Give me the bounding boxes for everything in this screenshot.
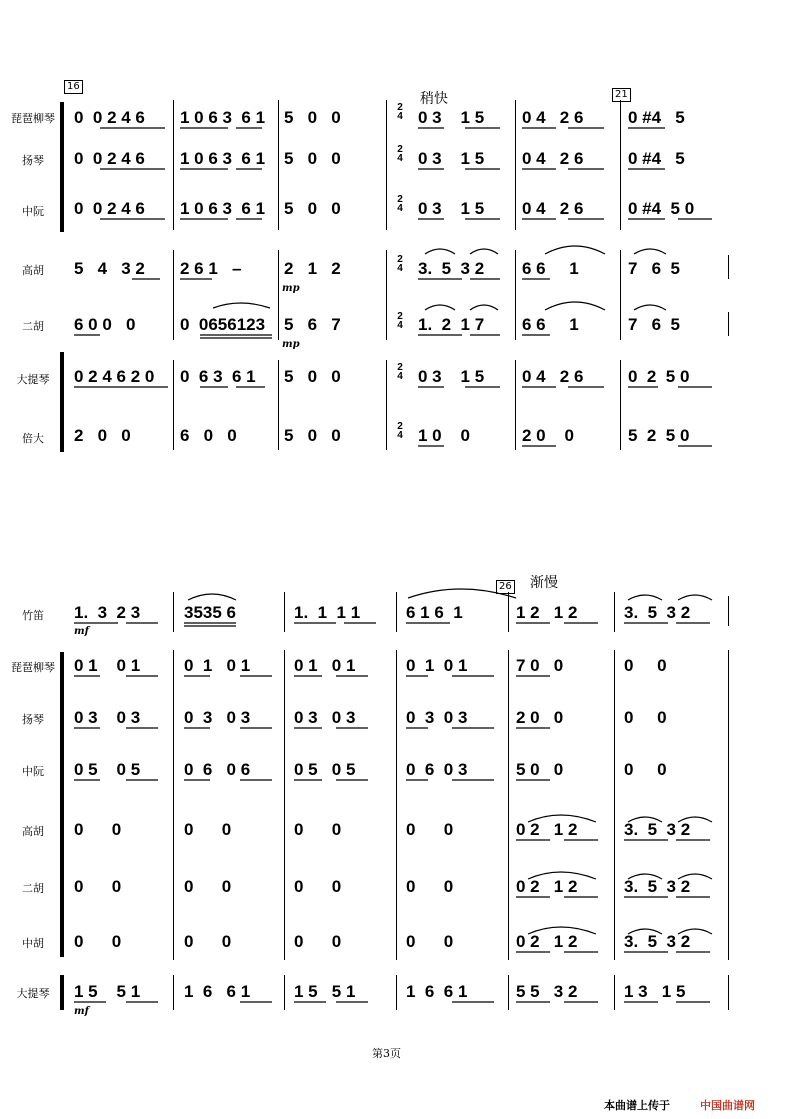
measure: 0 2 1 2 [516,932,578,951]
measure: 0 6 3 6 1 [180,367,256,386]
instrument-label: 扬琴 [22,154,44,167]
measure: 0 3 0 3 [74,708,141,727]
measure: 0 3 1 5 [418,199,485,218]
measure: 1 0 6 3 6 1 [180,108,266,127]
measure: 0 3 1 5 [418,108,485,127]
measure: 5 0 0 [284,199,341,218]
measure: 0 3 1 5 [418,367,485,386]
dynamic-mp: mp [282,283,300,294]
measure: 0 #4 5 [628,149,685,168]
measure: 2 6 1 – [180,259,242,278]
measure: 0 0 [184,877,232,896]
measure: 0 1 0 1 [74,656,141,675]
bar-number-26: 26 [496,580,515,594]
time-signature: 2 4 [397,102,403,122]
measure: 3535 6 [184,603,236,622]
measure: 1 0 6 3 6 1 [180,199,266,218]
measure: 0 2 1 2 [516,877,578,896]
measure: 6 0 0 [180,426,237,445]
time-signature: 2 4 [397,311,403,331]
measure: 6 0 0 0 [74,315,136,334]
instrument-label: 中胡 [22,937,44,950]
measure: 7 0 0 [516,656,564,675]
measure: 0 #4 5 0 [628,199,695,218]
measure: 3. 5 3 2 [418,259,485,278]
instrument-label: 大提琴 [16,987,50,1000]
measure: 0 0 [624,708,667,727]
measure: 0 0 [74,877,122,896]
measure: 6 6 1 [522,315,579,334]
time-signature: 2 4 [397,421,403,441]
measure: 3. 5 3 2 [624,877,691,896]
bar-number-16: 16 [64,80,83,94]
measure: 0 1 0 1 [406,656,468,675]
measure: 5 0 0 [284,367,341,386]
measure: 1 0 6 3 6 1 [180,149,266,168]
measure: 6 6 1 [522,259,579,278]
measure: 0 3 0 3 [294,708,356,727]
measure: 5 0 0 [516,760,564,779]
instrument-label: 二胡 [22,882,44,895]
measure: 1. 1 1 1 [294,603,361,622]
instrument-label: 倍大 [22,432,44,445]
time-signature: 2 4 [397,362,403,382]
measure: 2 0 0 [516,708,564,727]
measure: 5 5 3 2 [516,982,578,1001]
measure: 1. 3 2 3 [74,603,141,622]
measure: 0 0 2 4 6 [74,149,145,168]
measure: 1. 2 1 7 [418,315,485,334]
measure: 5 0 0 [284,149,341,168]
measure: 0 0 [406,820,454,839]
time-signature: 2 4 [397,194,403,214]
measure: 0 0 [624,760,667,779]
dynamic-mp: mp [282,339,300,350]
measure: 0 2 1 2 [516,820,578,839]
measure: 0 0 [184,820,232,839]
measure: 7 6 5 [628,315,680,334]
dynamic-mf: mf [74,1006,89,1017]
measure: 0 2 4 6 2 0 [74,367,155,386]
measure: 0 3 0 3 [184,708,251,727]
instrument-label: 琵琶柳琴 [11,112,55,125]
page-number: 第3页 [372,1047,401,1060]
measure: 0 0 [74,932,122,951]
measure: 0 3 1 5 [418,149,485,168]
measure: 3. 5 3 2 [624,603,691,622]
measure: 0 0 [406,877,454,896]
measure: 0 #4 5 [628,108,685,127]
measure: 7 6 5 [628,259,680,278]
measure: 2 0 0 [522,426,574,445]
instrument-label: 竹笛 [22,609,44,622]
measure: 2 1 2 [284,259,341,278]
instrument-label: 中阮 [22,765,44,778]
measure: 0 2 5 0 [628,367,690,386]
measure: 3. 5 3 2 [624,932,691,951]
measure: 3. 5 3 2 [624,820,691,839]
measure: 0 6 0 6 [184,760,251,779]
measure: 0 3 0 3 [406,708,468,727]
measure: 1 5 5 1 [74,982,141,1001]
instrument-label: 中阮 [22,205,44,218]
measure: 6 1 6 1 [406,603,463,622]
instrument-label: 扬琴 [22,713,44,726]
instrument-label: 大提琴 [16,373,50,386]
site-logo: 中国曲谱网 [700,1099,755,1112]
upload-credit: 本曲谱上传于 [604,1099,670,1112]
measure: 0 0 [74,820,122,839]
measure: 0 0656123 [180,315,266,334]
measure: 0 4 2 6 [522,199,584,218]
measure: 1 2 1 2 [516,603,578,622]
measure: 1 3 1 5 [624,982,686,1001]
measure: 5 6 7 [284,315,341,334]
measure: 0 0 [406,932,454,951]
measure: 5 2 5 0 [628,426,690,445]
notation-marks-2 [0,570,790,1030]
notation-marks-1 [0,0,790,470]
measure: 1 6 6 1 [184,982,251,1001]
measure: 1 0 0 [418,426,470,445]
measure: 5 0 0 [284,108,341,127]
measure: 2 0 0 [74,426,131,445]
measure: 0 0 2 4 6 [74,108,145,127]
instrument-label: 二胡 [22,320,44,333]
instrument-label: 高胡 [22,825,44,838]
measure: 0 4 2 6 [522,149,584,168]
measure: 0 0 2 4 6 [74,199,145,218]
measure: 1 5 5 1 [294,982,356,1001]
measure: 0 1 0 1 [294,656,356,675]
measure: 0 5 0 5 [74,760,141,779]
tempo-marking: 渐慢 [530,575,558,591]
dynamic-mf: mf [74,626,89,637]
measure: 0 1 0 1 [184,656,251,675]
measure: 1 6 6 1 [406,982,468,1001]
measure: 0 0 [624,656,667,675]
measure: 0 0 [294,877,342,896]
measure: 5 0 0 [284,426,341,445]
measure: 0 4 2 6 [522,367,584,386]
measure: 0 6 0 3 [406,760,468,779]
time-signature: 2 4 [397,254,403,274]
measure: 0 0 [294,932,342,951]
time-signature: 2 4 [397,144,403,164]
instrument-label: 高胡 [22,264,44,277]
instrument-label: 琵琶柳琴 [11,661,55,674]
measure: 0 4 2 6 [522,108,584,127]
measure: 0 0 [184,932,232,951]
bar-number-21: 21 [612,88,631,102]
measure: 0 5 0 5 [294,760,356,779]
tempo-marking: 稍快 [420,91,448,107]
measure: 5 4 3 2 [74,259,145,278]
measure: 0 0 [294,820,342,839]
